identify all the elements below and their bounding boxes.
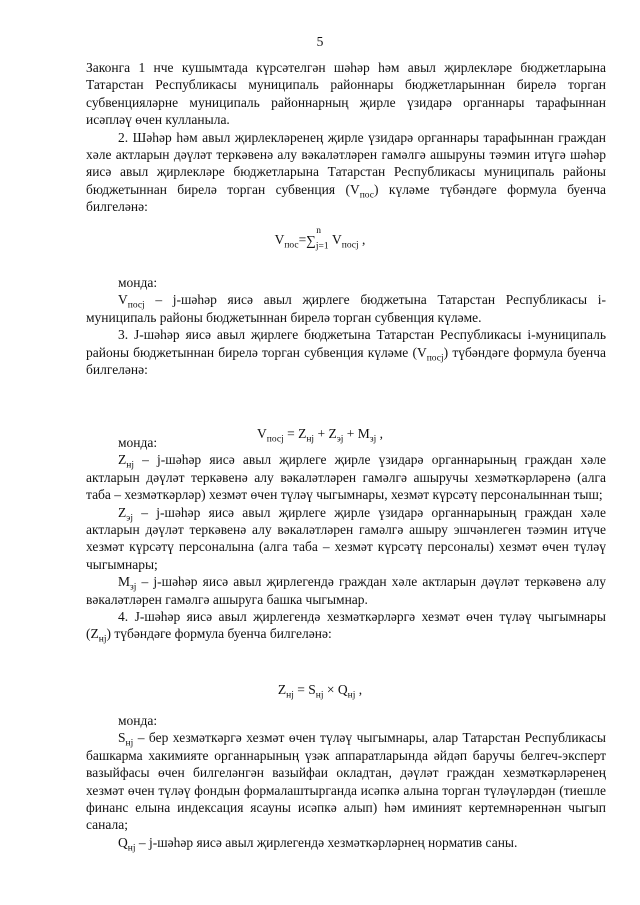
definition-vposj: $V_{посj}$ – j-шәһәр яисә авыл җирлеге бюджетына Татарстан Республикасы i-муниципаль районы бюджетыннан бирелә торган субвенция күләме. bbox=[86, 292, 606, 325]
text-block-intro bbox=[86, 59, 606, 216]
paragraph-2: 2. Шәһәр һәм авыл җирлекләренең җирле үзидарә органнары тарафыннан граждан хәле актларын дәүләт теркәвенә алу вәкаләтләрен гамәлгә ашыруны тәэмин итүгә шәһәр яисә авыл җирлекләре бюджетларына Татарстан Республикасы муниципаль районы бюджетыннан бирелә торган субвенция $(V_{пос})$ күләме түбәндәге формула буенча билгеләнә: bbox=[86, 129, 606, 215]
page-number: 5 bbox=[316, 34, 324, 49]
definition-snj: $S_{нj}$ – бер хезмәткәргә хезмәт өчен түләү чыгымнары, алар Татарстан Республикасы башкарма хакимияте органнарының үзәк аппаратларында әйдәп баручы белгеч-эксперт вазыйфасы өчен билгеләнгән вазыйфаи окладтан, дәүләт граждан хезмәткәрләренең хезмәт өчен түләү фондын формалаштырганда исәпкә алына торган түләүләрдән (тиешле финанс елына индексация ясауны исәпкә алып) һәм иминият кертемнәреннән чыгып санала; bbox=[86, 730, 606, 833]
paragraph-law-reference: Законга 1 нче кушымтада күрсәтелгән шәһәр һәм авыл җирлекләре бюджетларына Татарстан Республикасы муниципаль районнары бюджетларыннан бирелә торган субвенцияләрне муниципаль районнарның җирле үзидарә органнары тарафыннан исәпләү өчен кулланыла. bbox=[86, 60, 606, 128]
paragraph-4: 4. J-шәһәр яисә авыл җирлегендә хезмәткәрләргә хезмәт өчен түләү чыгымнары $(Z_{нj})$ түбәндәге формула буенча билгеләнә: bbox=[86, 609, 606, 646]
formula-v-pos: $V_{пос}=\sum$ n $_{j=1}$ $V_{посj}$ , bbox=[274, 225, 366, 252]
paragraph-3: 3. J-шәһәр яисә авыл җирлеге бюджетына Татарстан Республикасы i-муниципаль районы бюджетыннан бирелә торган субвенция күләме $(V_{посj})$ түбәндәге формула буенча билгеләнә: bbox=[86, 327, 606, 378]
formula-v-posj: $V_{посj} = Z_{нj} + Z_{эj} + M_{зj}$ , bbox=[257, 426, 383, 445]
sum-symbol: ∑ n $_{j=1}$ bbox=[306, 225, 329, 252]
text-block-defs-s-q bbox=[86, 712, 606, 854]
text-block-def-vposj bbox=[86, 274, 606, 378]
definition-mzj: $M_{зj}$ – j-шәһәр яисә авыл җирлегендә граждан хәле актларын дәүләт теркәвенә алу вәкаләтләрен гамәлгә ашыруга башка чыгымнар. bbox=[86, 574, 606, 607]
monda-label: монда: bbox=[118, 713, 158, 728]
monda-label: монда: bbox=[118, 275, 158, 290]
definition-qnj: $Q_{нj}$ – j-шәһәр яисә авыл җирлегендә хезмәткәрләрнең норматив саны. bbox=[118, 834, 518, 854]
monda-label: монда: bbox=[118, 435, 158, 450]
formula-z-nj: $Z_{нj} = S_{нj} \times Q_{нj}$ , bbox=[277, 682, 363, 701]
text-block-defs-z-m bbox=[86, 434, 606, 646]
definition-zej: $Z_{эj}$ – j-шәһәр яисә авыл җирлеге җирле үзидарә органнарының граждан хәле актларын дәүләт теркәвенә алу вәкаләтләрен гамәлгә ашыру эшчәнлеген тәэмин итүче хезмәт күрсәтү персоналына (алга таба – хезмәт күрсәтү персоналы) хезмәт өчен түләү чыгымнары; bbox=[86, 504, 606, 572]
definition-znj: $Z_{нj}$ – j-шәһәр яисә авыл җирлеге җирле үзидарә органнарының граждан хәле актларын дәүләт теркәвенә алу вәкаләтләрен гамәлгә ашыручы хезмәткәрләренә (алга таба – хезмәткәрләр) хезмәт өчен түләү чыгымнары, хезмәт күрсәтү персоналыннан тыш; bbox=[86, 452, 606, 503]
